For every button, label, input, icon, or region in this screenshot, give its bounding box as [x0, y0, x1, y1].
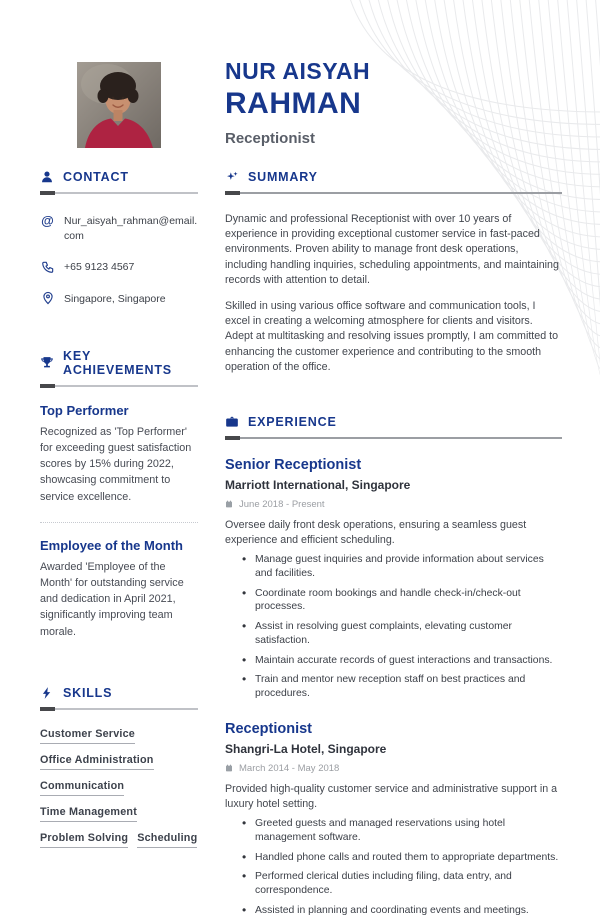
job-bullet: • Assisted in planning and coordinating events and meetings.: [255, 904, 562, 918]
lightning-bolt-icon: [40, 686, 54, 700]
job-title: Receptionist: [225, 720, 313, 737]
key-achievements-section: [40, 349, 198, 640]
header: [225, 58, 370, 147]
experience-entry: [225, 721, 562, 918]
skill-item: Scheduling: [137, 832, 197, 848]
achievement-description: Awarded 'Employee of the Month' for outstanding service and dedication in April 2021, significantly improving team morale.: [40, 560, 184, 638]
experience-entry: [225, 457, 562, 701]
contact-location-row: [40, 291, 198, 307]
headline-job-title: Receptionist: [225, 130, 316, 147]
heading-rule: [40, 384, 198, 388]
experience-section: [225, 415, 562, 918]
job-summary: Oversee daily front desk operations, ensuring a seamless guest experience and efficient scheduling.: [225, 518, 527, 547]
summary-section: [225, 170, 562, 375]
briefcase-icon: [225, 415, 239, 429]
achievements-heading: KEY ACHIEVEMENTS: [63, 348, 172, 377]
contact-section: [40, 170, 198, 307]
job-dates: June 2018 - Present: [239, 498, 325, 510]
achievement-title: Top Performer: [40, 402, 129, 418]
first-name: NUR AISYAH: [225, 58, 371, 84]
job-bullet: • Maintain accurate records of guest interactions and transactions.: [255, 654, 562, 668]
job-company: Shangri-La Hotel, Singapore: [225, 741, 387, 756]
job-bullet: • Handled phone calls and routed them to appropriate departments.: [255, 851, 562, 865]
contact-heading: CONTACT: [63, 170, 129, 184]
skills-heading: SKILLS: [63, 685, 113, 700]
heading-rule: [40, 707, 198, 711]
skill-item: Time Management: [40, 806, 137, 822]
contact-email-row: [40, 213, 198, 244]
skills-section: [40, 686, 198, 858]
heading-rule: [225, 191, 562, 195]
skill-item: Office Administration: [40, 754, 154, 770]
heading-rule: [225, 436, 562, 440]
skill-item: Problem Solving: [40, 832, 128, 848]
person-icon: [40, 170, 54, 184]
trophy-icon: [40, 356, 54, 370]
heading-rule: [40, 191, 198, 195]
job-bullet: • Coordinate room bookings and handle check-in/check-out processes.: [255, 587, 562, 614]
job-bullet: • Performed clerical duties including filing, data entry, and correspondence.: [255, 870, 562, 897]
summary-paragraph: Dynamic and professional Receptionist with over 10 years of experience in providing exceptional customer service in fast-paced environments. Proven ability to manage front desk operations, including handling inquiries, scheduling appointments, and maintaining records with attention to detail.: [225, 213, 559, 286]
job-date-row: [225, 763, 562, 774]
skill-item: Customer Service: [40, 728, 135, 744]
job-bullet: • Train and mentor new reception staff on best practices and procedures.: [255, 673, 562, 700]
location-pin-icon: [40, 291, 55, 306]
job-summary: Provided high-quality customer service and administrative support in a luxury hotel setting.: [225, 782, 558, 811]
phone-icon: [40, 259, 55, 274]
sparkle-icon: [225, 170, 239, 184]
job-bullet: • Assist in resolving guest complaints, elevating customer satisfaction.: [255, 620, 562, 647]
location-value: Singapore, Singapore: [64, 292, 166, 305]
job-bullet-list: [225, 817, 562, 917]
calendar-icon: [225, 764, 233, 772]
job-bullet-list: [225, 553, 562, 701]
sidebar: [40, 170, 198, 858]
profile-photo: [77, 62, 161, 148]
job-company: Marriott International, Singapore: [225, 477, 411, 492]
job-dates: March 2014 - May 2018: [239, 762, 340, 774]
at-icon: [40, 213, 55, 228]
summary-heading: SUMMARY: [248, 170, 318, 184]
phone-value: +65 9123 4567: [64, 261, 135, 274]
achievement-title: Employee of the Month: [40, 537, 183, 553]
dotted-divider: [40, 522, 198, 523]
job-bullet: • Greeted guests and managed reservations using hotel management software.: [255, 817, 562, 844]
calendar-icon: [225, 500, 233, 508]
summary-paragraph: Skilled in using various office software and communication tools, I excel in creating a welcoming atmosphere for clients and visitors. Adept at multitasking and resolving issues promptly, I am committed to enhancing the customer experience and contributing to the smooth operation of the office.: [225, 299, 559, 373]
email-value: Nur_aisyah_rahman@email.com: [64, 215, 198, 243]
achievement-item: [40, 538, 198, 640]
achievement-item: [40, 403, 198, 505]
job-title: Senior Receptionist: [225, 456, 362, 473]
skill-item: Communication: [40, 780, 124, 796]
job-date-row: [225, 499, 562, 510]
contact-phone-row: [40, 259, 198, 275]
last-name: RAHMAN: [225, 87, 362, 120]
experience-heading: EXPERIENCE: [248, 414, 337, 429]
main-column: [225, 170, 562, 924]
portrait-illustration: [77, 62, 161, 148]
skills-list: [40, 728, 198, 858]
job-bullet: • Manage guest inquiries and provide information about services and facilities.: [255, 553, 562, 580]
achievement-description: Recognized as 'Top Performer' for exceeding guest satisfaction scores by 15% during 2022, showcasing commitment to service excellence.: [40, 425, 192, 503]
